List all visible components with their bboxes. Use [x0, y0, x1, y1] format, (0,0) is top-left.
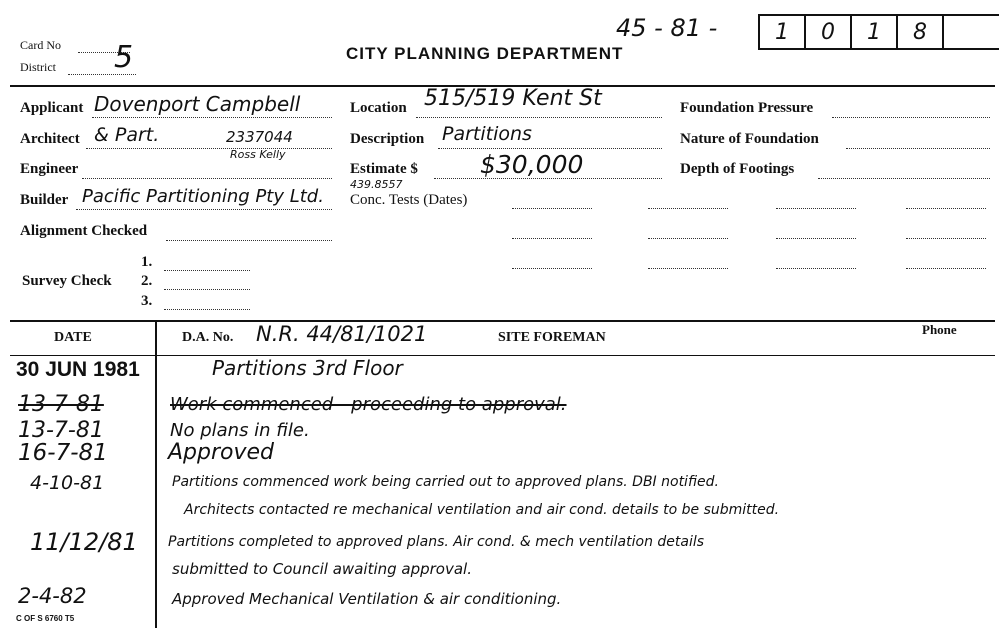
log-entry-date: 11/12/81: [30, 528, 138, 556]
reference-digit: 1: [850, 14, 898, 50]
reference-digit: 1: [758, 14, 806, 50]
builder-value: Pacific Partitioning Pty Ltd.: [82, 186, 324, 207]
nature-foundation-label: Nature of Foundation: [680, 131, 819, 147]
log-entry-date: 13-7-81: [18, 392, 104, 417]
applicant-value: Dovenport Campbell: [94, 92, 301, 116]
reference-digit: [942, 14, 999, 50]
form-code: C OF S 6760 T5: [16, 614, 75, 623]
architect-label: Architect: [20, 131, 80, 147]
date-column-rule: [155, 320, 157, 628]
da-no-label: D.A. No.: [182, 330, 234, 345]
foundation-pressure-label: Foundation Pressure: [680, 100, 814, 116]
log-entry-date: 30 JUN 1981: [16, 358, 140, 381]
description-value: Partitions: [442, 123, 532, 145]
log-entry-text: submitted to Council awaiting approval.: [172, 560, 472, 578]
survey-item: 1.: [141, 254, 153, 270]
conc-test-line: [906, 238, 986, 239]
alignment-line: [166, 240, 332, 241]
description-label: Description: [350, 131, 425, 147]
survey-item: 3.: [141, 293, 153, 309]
site-foreman-label: SITE FOREMAN: [498, 330, 606, 345]
applicant-line: [92, 117, 332, 118]
conc-test-line: [648, 208, 728, 209]
applicant-label: Applicant: [20, 100, 84, 116]
architect-note: Ross Kelly: [230, 148, 286, 161]
log-entry-text: Partitions commenced work being carried out to approved plans. DBI notified.: [172, 474, 719, 490]
log-entry-text: Partitions 3rd Floor: [212, 356, 403, 380]
survey-line: [164, 270, 250, 271]
log-header-rule: [10, 355, 995, 356]
conc-test-line: [512, 208, 592, 209]
depth-footings-line: [818, 178, 990, 179]
conc-test-line: [906, 208, 986, 209]
alignment-label: Alignment Checked: [20, 223, 148, 239]
conc-test-line: [776, 268, 856, 269]
log-entry-date: 2-4-82: [18, 584, 87, 608]
conc-test-line: [906, 268, 986, 269]
reference-digit: 0: [804, 14, 852, 50]
location-value: 515/519 Kent St: [424, 86, 602, 111]
conc-test-line: [512, 238, 592, 239]
builder-line: [76, 209, 332, 210]
nature-foundation-line: [846, 148, 990, 149]
reference-boxes: [760, 14, 999, 48]
conc-test-line: [776, 208, 856, 209]
conc-test-line: [776, 238, 856, 239]
conc-test-line: [648, 268, 728, 269]
log-top-rule: [10, 320, 995, 322]
district-label: District: [20, 60, 56, 74]
department-title: CITY PLANNING DEPARTMENT: [346, 44, 624, 63]
card-no-value: 5: [114, 40, 134, 75]
architect-value: & Part.: [94, 124, 160, 146]
architect-phone: 2337044: [226, 128, 293, 146]
survey-line: [164, 309, 250, 310]
survey-item: 2.: [141, 273, 153, 289]
log-entry-date: 13-7-81: [18, 418, 104, 443]
architect-line: [86, 148, 332, 149]
foundation-pressure-line: [832, 117, 990, 118]
log-entry-text: Approved Mechanical Ventilation & air conditioning.: [172, 590, 562, 608]
log-entry-text: Work commenced - proceeding to approval.: [170, 394, 567, 415]
depth-footings-label: Depth of Footings: [680, 161, 795, 177]
builder-label: Builder: [20, 192, 69, 208]
reference-prefix: 45 - 81 -: [616, 14, 718, 42]
engineer-label: Engineer: [20, 161, 79, 177]
estimate-phone: 439.8557: [350, 178, 403, 191]
reference-digit: 8: [896, 14, 944, 50]
card-no-label: Card No: [20, 38, 61, 52]
date-header: DATE: [54, 330, 92, 345]
engineer-line: [82, 178, 332, 179]
survey-line: [164, 289, 250, 290]
conc-test-line: [512, 268, 592, 269]
conc-tests-label: Conc. Tests (Dates): [350, 192, 468, 208]
location-line: [416, 117, 662, 118]
da-no-value: N.R. 44/81/1021: [256, 322, 428, 346]
log-entry-text: Approved: [168, 440, 275, 465]
log-entry-date: 4-10-81: [30, 472, 105, 494]
location-label: Location: [350, 100, 407, 116]
estimate-label: Estimate $: [350, 161, 418, 177]
survey-label: Survey Check: [22, 273, 112, 289]
log-entry-text: No plans in file.: [170, 420, 310, 441]
conc-test-line: [648, 238, 728, 239]
log-entry-date: 16-7-81: [18, 440, 108, 466]
log-entry-text: Architects contacted re mechanical ventilation and air cond. details to be submitted.: [184, 502, 780, 518]
estimate-value: $30,000: [480, 150, 584, 179]
log-entry-text: Partitions completed to approved plans. Air cond. & mech ventilation details: [168, 534, 705, 550]
description-line: [438, 148, 662, 149]
phone-label: Phone: [922, 322, 957, 337]
